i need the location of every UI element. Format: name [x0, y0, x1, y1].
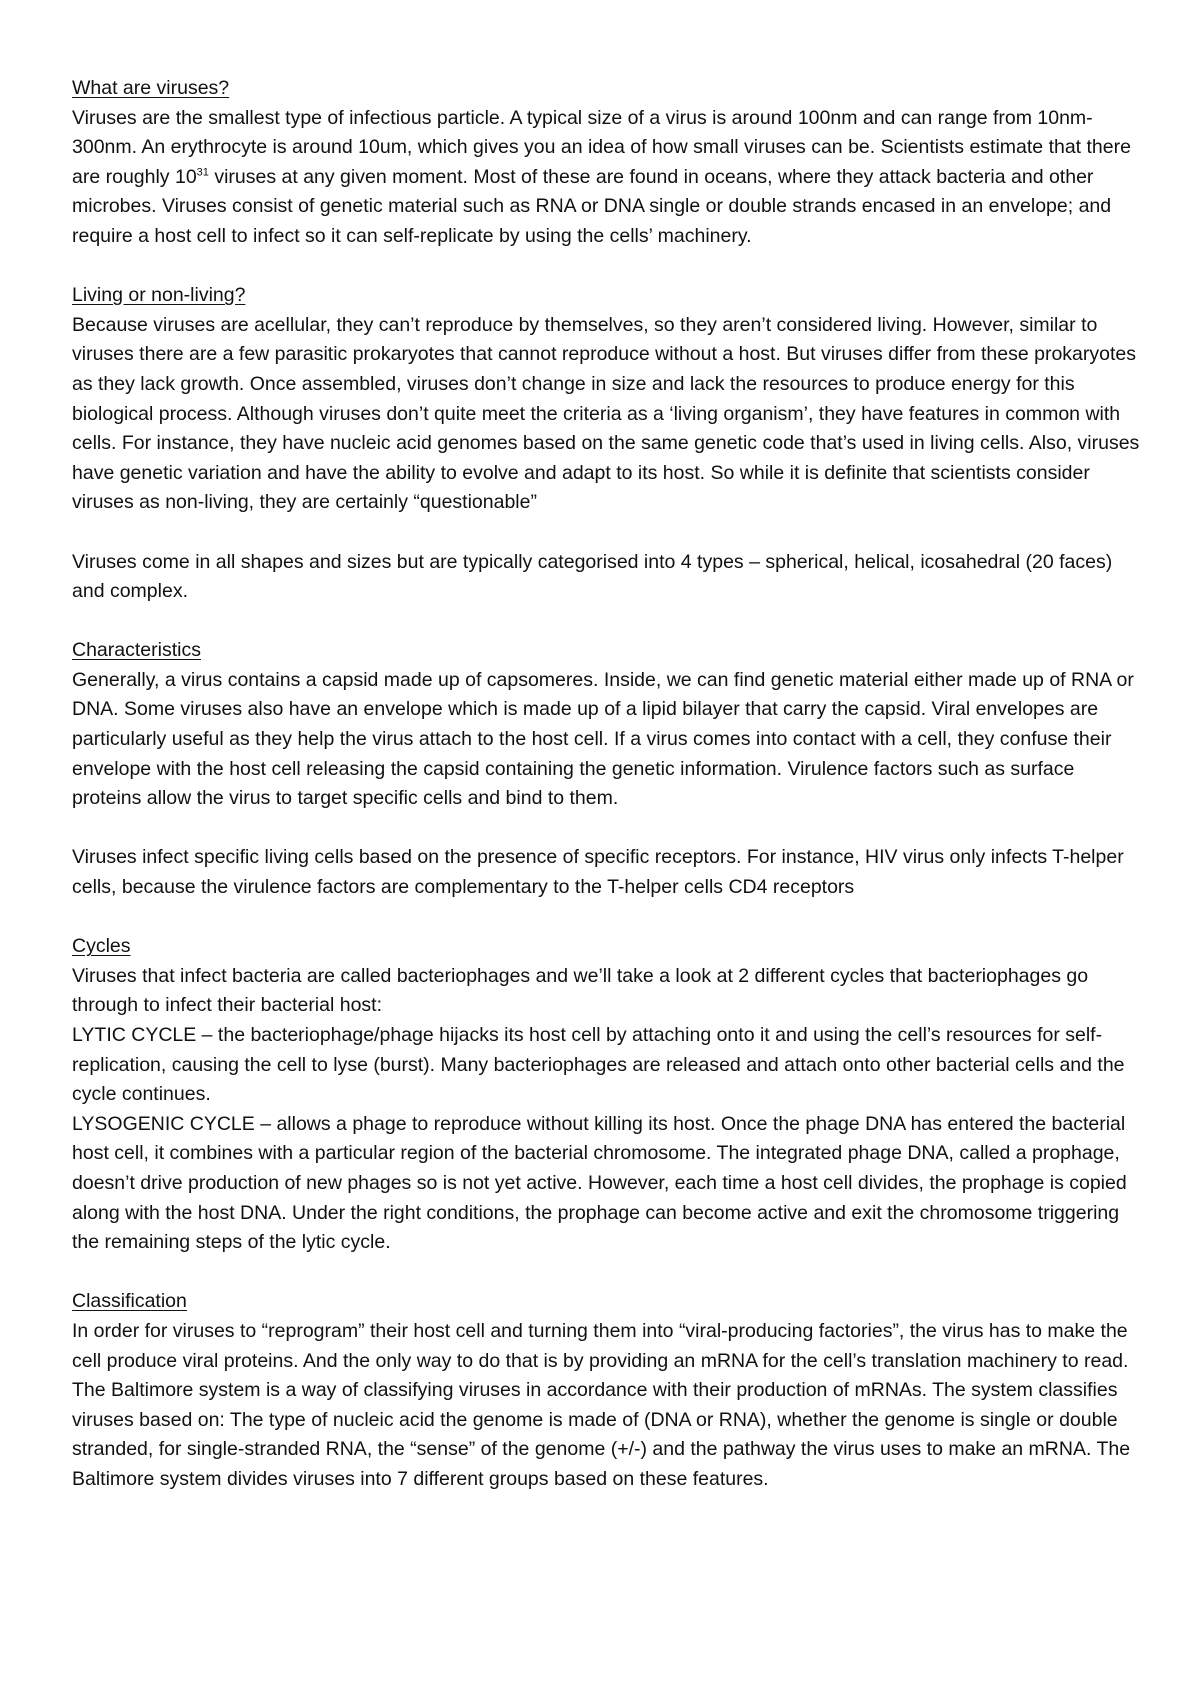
- paragraph-receptors: Viruses infect specific living cells based on the presence of specific receptors. For instance, HIV virus only infects T-helper cells, because the virulence factors are complementary to the T-helper cells CD4 receptors: [72, 846, 1124, 899]
- document-body: [72, 74, 1140, 1495]
- heading-cycles: Cycles: [72, 935, 131, 958]
- spacer: [72, 607, 1140, 637]
- heading-what-are-viruses: What are viruses?: [72, 77, 230, 99]
- spacer: [72, 518, 1140, 548]
- heading-classification: Classification: [72, 1290, 187, 1313]
- spacer: [72, 814, 1140, 844]
- paragraph-shapes: Viruses come in all shapes and sizes but are typically categorised into 4 types – spherical, helical, icosahedral (20 faces) and complex.: [72, 550, 1113, 603]
- paragraph-what-are-viruses-part2: viruses at any given moment. Most of these are found in oceans, where they attack bacteria and other microbes. Viruses consist of genetic material such as RNA or DNA single or double strands encased in an envelope; and require a host cell to infect so it can self-replicate by using the cells’ machinery.: [72, 165, 1112, 247]
- heading-characteristics: Characteristics: [72, 639, 201, 662]
- exponent: 31: [196, 166, 209, 179]
- spacer: [72, 903, 1140, 933]
- spacer: [72, 1258, 1140, 1288]
- paragraph-classification: In order for viruses to “reprogram” their host cell and turning them into “viral-producing factories”, the virus has to make the cell produce viral proteins. And the only way to do that is by providing an mRNA for the cell’s translation machinery to read. The Baltimore system is a way of classifying viruses in accordance with their production of mRNAs. The system classifies viruses based on: The type of nucleic acid the genome is made of (DNA or RNA), whether the genome is single or double stranded, for single-stranded RNA, the “sense” of the genome (+/-) and the pathway the virus uses to make an mRNA. The Baltimore system divides viruses into 7 different groups based on these features.: [72, 1319, 1131, 1490]
- paragraph-what-are-viruses-part1: Viruses are the smallest type of infectious particle. A typical size of a virus is around 100nm and can range from 10nm-300nm. An erythrocyte is around 10um, which gives you an idea of how small viruses can be. Scientists estimate that there are roughly 10: [72, 106, 1131, 188]
- paragraph-what-are-viruses: [72, 104, 1140, 252]
- paragraph-living: Because viruses are acellular, they can’t reproduce by themselves, so they aren’t considered living. However, similar to viruses there are a few parasitic prokaryotes that cannot reproduce without a host. But viruses differ from these prokaryotes as they lack growth. Once assembled, viruses don’t change in size and lack the resources to produce energy for this biological process. Although viruses don’t quite meet the criteria as a ‘living organism’, they have features in common with cells. For instance, they have nucleic acid genomes based on the same genetic code that’s used in living cells. Also, viruses have genetic variation and have the ability to evolve and adapt to its host. So while it is definite that scientists consider viruses as non-living, they are certainly “questionable”: [72, 313, 1140, 514]
- paragraph-lytic-cycle: LYTIC CYCLE – the bacteriophage/phage hijacks its host cell by attaching onto it and using the cell’s resources for self-replication, causing the cell to lyse (burst). Many bacteriophages are released and attach onto other bacterial cells and the cycle continues.: [72, 1024, 1125, 1106]
- paragraph-lysogenic-cycle: LYSOGENIC CYCLE – allows a phage to reproduce without killing its host. Once the phage DNA has entered the bacterial host cell, it combines with a particular region of the bacterial chromosome. The integrated phage DNA, called a prophage, doesn’t drive production of new phages so is not yet active. However, each time a host cell divides, the prophage is copied along with the host DNA. Under the right conditions, the prophage can become active and exit the chromosome triggering the remaining steps of the lytic cycle.: [72, 1112, 1127, 1254]
- paragraph-cycles-intro: Viruses that infect bacteria are called bacteriophages and we’ll take a look at 2 different cycles that bacteriophages go through to infect their bacterial host:: [72, 964, 1089, 1017]
- heading-living-or-non-living: Living or non-living?: [72, 284, 246, 307]
- paragraph-characteristics: Generally, a virus contains a capsid made up of capsomeres. Inside, we can find genetic material either made up of RNA or DNA. Some viruses also have an envelope which is made up of a lipid bilayer that carry the capsid. Viral envelopes are particularly useful as they help the virus attach to the host cell. If a virus comes into contact with a cell, they confuse their envelope with the host cell releasing the capsid containing the genetic information. Virulence factors such as surface proteins allow the virus to target specific cells and bind to them.: [72, 668, 1134, 810]
- spacer: [72, 252, 1140, 282]
